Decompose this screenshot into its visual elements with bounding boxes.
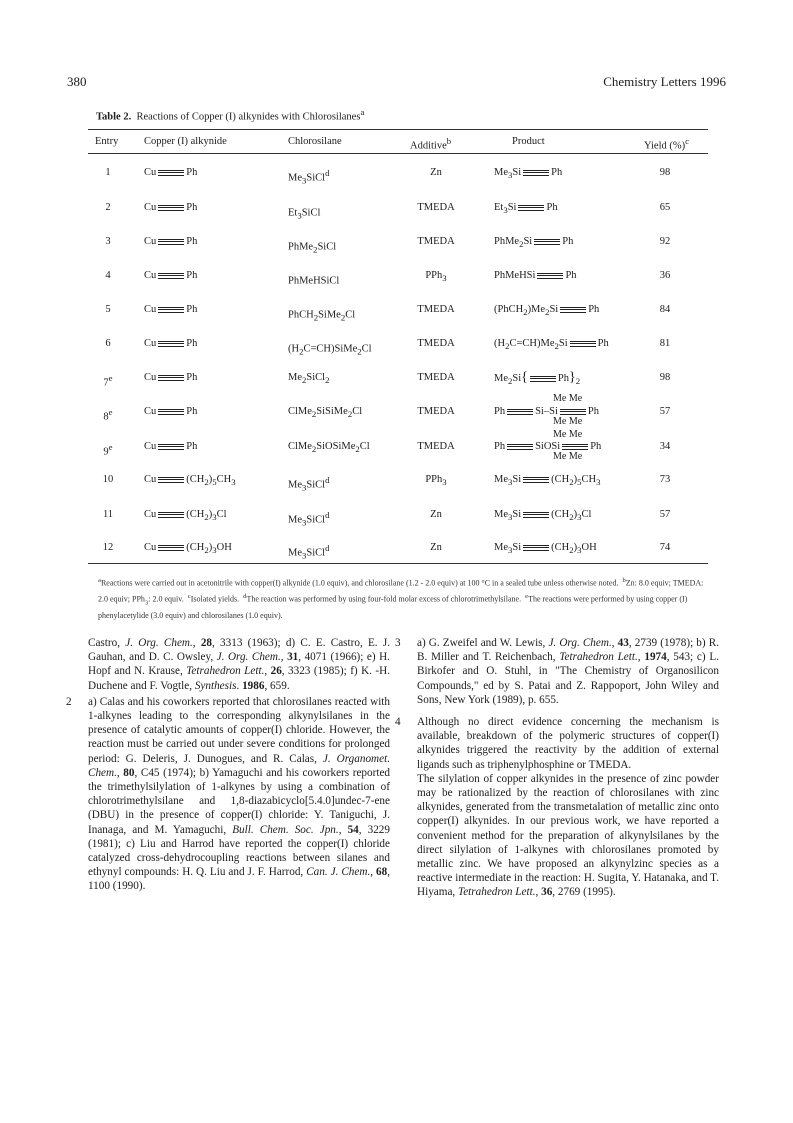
yield-cell: 36 [659, 270, 671, 281]
triple-bond-icon [158, 512, 184, 518]
triple-bond-icon [523, 477, 549, 483]
product-cell: PhMe$_2$Si Ph [494, 236, 574, 250]
triple-bond-icon [158, 205, 184, 211]
journal-title: Chemistry Letters 1996 [603, 74, 726, 89]
table-footnotes: $^a$Reactions were carried out in acetonitrile with copper(I) alkynide (1.0 equiv), and chlorosilane (1.2 - 2.0 equiv) at 100 °C in a sealed tube unless otherwise noted. $^b$Zn: 8.0 equiv; TMEDA: 2.0 equiv; PPh$_3$: 2.0 equiv. $^c$Isolated yields. $^d$The reaction was performed by using four-fold molar excess of chlorotrimethylsilane. $^e$The reactions were performed by using copper (I) phenylacetylide (3.0 equiv) and chlorosilanes (1.0 equiv). [98, 577, 704, 620]
product-cell: $(PhCH_2)Me_2Si$ Ph [494, 304, 600, 318]
chlorosilane-cell: $(H_2C=CH)SiMe_2Cl$ [288, 343, 372, 357]
additive-cell: TMEDA [417, 304, 455, 315]
product-cell: $(H_2C=CH)Me_2Si$ Ph [494, 338, 609, 352]
entry-cell: 4 [105, 270, 111, 281]
chlorosilane-cell: PhMe$_2$SiCl [288, 241, 337, 255]
page-number: 380 [67, 74, 87, 89]
alkynide-cell: Cu Ph [144, 304, 198, 315]
triple-bond-icon [158, 409, 184, 415]
references-left-column [66, 636, 391, 894]
triple-bond-icon [507, 444, 533, 450]
alkynide-cell: Cu Ph [144, 202, 198, 213]
caption-text: Reactions of Copper (I) alkynides with Chlorosilanes [136, 111, 361, 123]
triple-bond-icon [523, 545, 549, 551]
triple-bond-icon [158, 477, 184, 483]
header-product: Product [512, 136, 545, 147]
triple-bond-icon [158, 545, 184, 551]
table-header-rule [88, 153, 708, 154]
alkynide-cell: Cu Ph [144, 270, 198, 281]
additive-cell: TMEDA [417, 338, 455, 349]
triple-bond-icon [158, 239, 184, 245]
triple-bond-icon [523, 170, 549, 176]
caption-label: Table 2. [96, 111, 132, 123]
triple-bond-icon [537, 273, 563, 279]
chlorosilane-cell: PhCH$_2$SiMe$_2$Cl [288, 309, 356, 323]
caption-sup: a [360, 107, 365, 117]
triple-bond-icon [518, 205, 544, 211]
references-right-column [395, 636, 719, 900]
yield-cell: 92 [659, 236, 671, 247]
entry-cell: 3 [105, 236, 111, 247]
table-caption [96, 107, 364, 123]
triple-bond-icon [560, 409, 586, 415]
triple-bond-icon [570, 341, 596, 347]
header-additive: Additive$^b$ [410, 136, 452, 152]
triple-bond-icon [158, 341, 184, 347]
triple-bond-icon [158, 273, 184, 279]
product-cell: $Me_3Si$ Ph [494, 167, 563, 181]
chlorosilane-cell: $Me_3SiCl^d$ [288, 168, 330, 186]
triple-bond-icon [158, 375, 184, 381]
product-cell: $Et_3Si$ Ph [494, 202, 558, 216]
header-alkynide: Copper (I) alkynide [144, 136, 227, 147]
chlorosilane-cell: PhMeHSiCl [288, 275, 340, 287]
triple-bond-icon [562, 444, 588, 450]
reference-3: 3 a) G. Zweifel and W. Lewis, J. Org. Chem., 43, 2739 (1978); b) R. B. Miller and T. Reichenbach, Tetrahedron Lett., 1974, 543; c) L. Birkofer and O. Stuhl, in "The Chemistry of Organosilicon Compounds," ed by S. Patai and Z. Rappoport, John Wiley and Sons, New York (1989), p. 655. [395, 637, 719, 706]
alkynide-cell: Cu Ph [144, 338, 198, 349]
triple-bond-icon [534, 239, 560, 245]
entry-cell: 5 [105, 304, 111, 315]
reference-2: 2 a) Calas and his coworkers reported that chlorosilanes reacted with 1-alkynes leading to the corresponding alkynylsilanes in the presence of catalytic amounts of copper(I) chloride. However, the reaction must be carried out under severe conditions for prolonged period: G. Deleris, J. Dunogues, and R. Calas, J. Organomet. Chem., 80, C45 (1974); b) Yamaguchi and his coworkers reported the trimethylsilylation of 1-alkynes by using a combination of chlorotrimethylsilane and 1,8-diazabicyclo[5.4.0]undec-7-ene (DBU) in the presence of copper(I) chloride: Y. Taniguchi, J. Inanaga, and M. Yamaguchi, Bull. Chem. Soc. Jpn., 54, 3229 (1981); c) Liu and Harrod have reported the copper(I) chloride catalyzed cross-dehydrocoupling reactions between silanes and ethynyl compounds: H. Q. Liu and J. F. Harrod, Can. J. Chem., 68, 1100 (1990). [66, 695, 391, 893]
triple-bond-icon [158, 444, 184, 450]
additive-cell: Zn [430, 167, 442, 178]
header-chlorosilane: Chlorosilane [288, 136, 342, 147]
entry-cell: 6 [105, 338, 111, 349]
header-yield: Yield (%)$^c$ [644, 136, 690, 152]
additive-cell: PPh$_3$ [425, 270, 447, 284]
table-bottom-rule [88, 563, 708, 564]
reference-1-continued: Castro, J. Org. Chem., 28, 3313 (1963); d) C. E. Castro, E. J. Gauhan, and D. C. Owsley, J. Org. Chem., 31, 4071 (1966); e) H. Hopf and N. Krause, Tetrahedron Lett., 26, 3323 (1985); f) K. -H. Duchene and F. Vogtle, Synthesis. 1986, 659. [88, 637, 390, 692]
triple-bond-icon [507, 409, 533, 415]
reference-4: 4 Although no direct evidence concerning the mechanism is available, breakdown of the polymeric structures of copper(I) alkynides triggered the reactivity by the addition of external ligands such as triphenylphosphine or TMEDA. The silylation of copper alkynides in the presence of zinc powder may be rationalized by the reaction of chlorosilanes with zinc alkynides, generated from the transmetalation of metallic zinc onto copper(I) alkynides. In our previous work, we have reported a convenient method for the preparation of alkynylsilanes by the direct silylation of 1-alkynes with chlorosilanes promoted by metallic zinc. We have proposed an alkynylzinc species as a reactive intermediate in the reaction: H. Sugita, Y. Hatanaka, and T. Hiyama, Tetrahedron Lett., 36, 2769 (1995). [395, 716, 719, 899]
header-entry: Entry [95, 136, 119, 147]
triple-bond-icon [158, 307, 184, 313]
alkynide-cell: Cu Ph [144, 236, 198, 247]
yield-cell: 65 [659, 202, 671, 213]
table-top-rule [88, 129, 708, 130]
triple-bond-icon [523, 512, 549, 518]
entry-cell: 1 [105, 167, 111, 178]
chlorosilane-cell: $Et_3SiCl$ [288, 207, 321, 221]
additive-cell: TMEDA [417, 202, 455, 213]
yield-cell: 84 [659, 304, 671, 315]
yield-cell: 81 [659, 338, 671, 349]
triple-bond-icon [560, 307, 586, 313]
additive-cell: TMEDA [417, 236, 455, 247]
triple-bond-icon [158, 170, 184, 176]
alkynide-cell: Cu Ph [144, 167, 198, 178]
product-cell: PhMeHSi Ph [494, 270, 577, 281]
triple-bond-icon [530, 376, 556, 382]
yield-cell: 98 [659, 167, 671, 178]
entry-cell: 2 [105, 202, 111, 213]
